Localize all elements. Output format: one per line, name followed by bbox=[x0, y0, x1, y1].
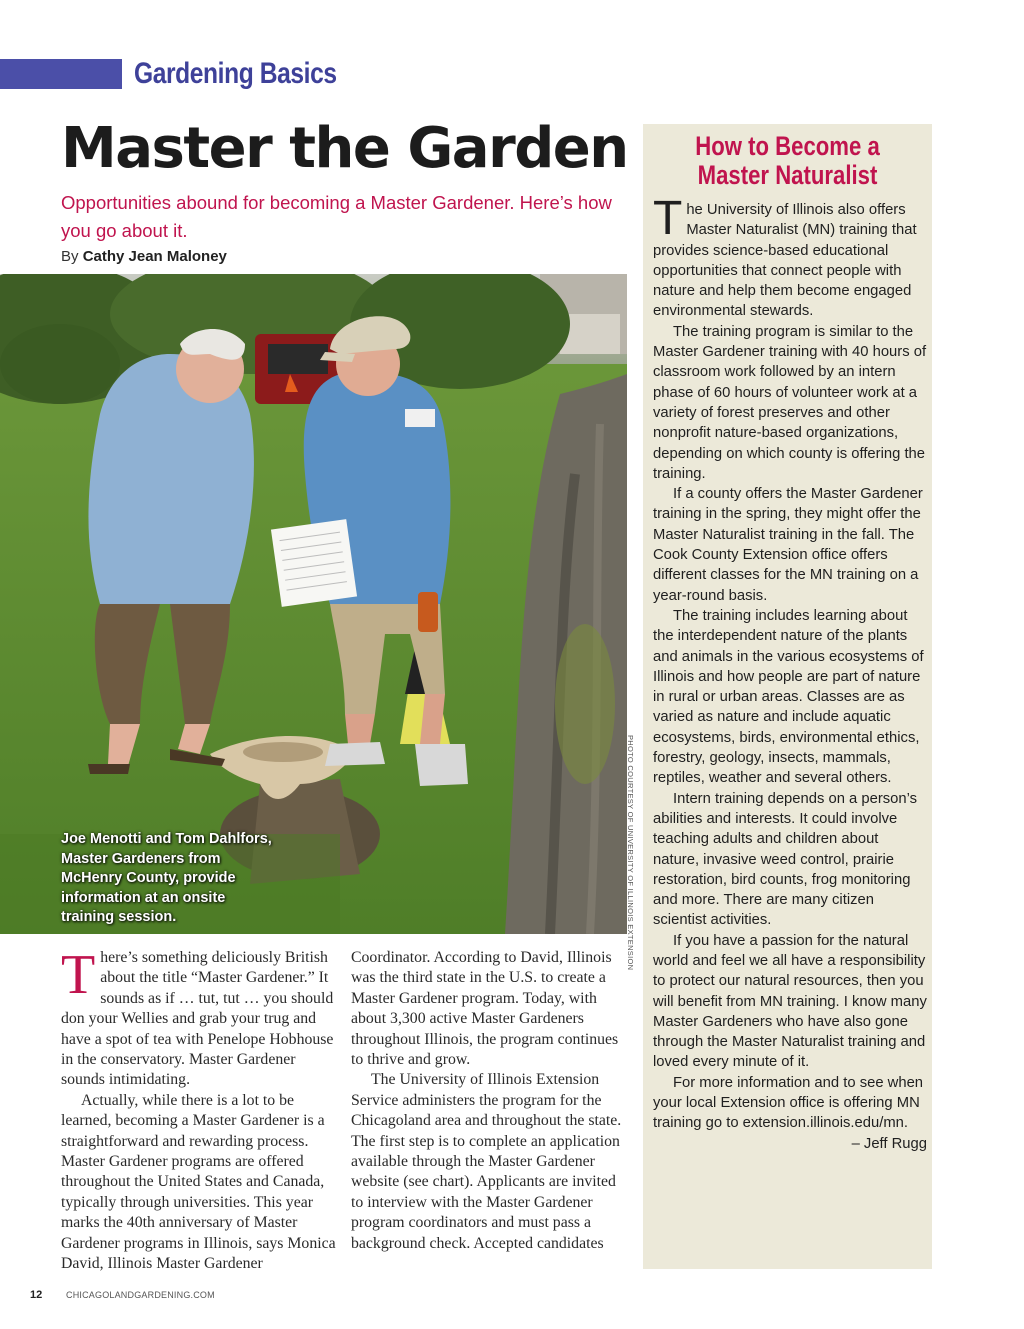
sidebar-drop-cap: T bbox=[653, 192, 683, 245]
author-name: Cathy Jean Maloney bbox=[82, 248, 227, 265]
page-number: 12 bbox=[30, 1289, 43, 1301]
drop-cap: T bbox=[61, 944, 96, 1006]
sidebar-body bbox=[653, 192, 927, 1154]
sidebar-paragraph: If a county offers the Master Gardener training in the spring, they might offer the Master Naturalist training in the fall. The Cook County Extension office offers different classes for the MN training on a year-round basis. bbox=[653, 486, 923, 604]
sidebar-box bbox=[643, 124, 932, 1269]
sidebar-paragraph: The training program is similar to the Master Gardener training with 40 hours of classroom work followed by an intern phase of 60 hours of volunteer work at a variety of forest preserves and other nonprofit nature-based organizations, depending on which county is offering the training. bbox=[653, 323, 927, 482]
body-paragraph: here’s something deliciously British about the title “Master Gardener.” It sounds as if … tut, tut … you should don your Wellies and grab your trug and have a spot of tea with Penelope Hobhouse in the conservatory. Master Gardener sounds intimidating. bbox=[61, 949, 334, 1089]
sidebar-signature: – Jeff Rugg bbox=[851, 1135, 927, 1152]
photo-credit bbox=[623, 735, 639, 971]
byline-prefix: By bbox=[61, 248, 79, 265]
body-paragraph: Coordinator. According to David, Illinois was the third state in the U.S. to create a Master Gardener program. Today, with about 3,300 active Master Gardeners throughout Illinois, the program continues to thrive and grow. bbox=[351, 949, 619, 1069]
article-body-column-1 bbox=[61, 944, 341, 1275]
body-paragraph: The University of Illinois Extension Service administers the program for the Chicagoland area and throughout the state. The first step is to complete an application available through the Master Gardener website (see chart). Applicants are invited to interview with the Master Gardener program coordinators and must pass a background check. Accepted candidates bbox=[351, 1071, 622, 1252]
sidebar-heading: How to Become a Master Naturalist bbox=[695, 131, 880, 190]
sidebar-paragraph: The training includes learning about the interdependent nature of the plants and animals in the various ecosystems of Illinois and how people are part of nature in rural or urban areas. Classes are as varied as nature and include aquatic ecosystems, birds, environmental ethics, forestry, geology, insects, mammals, reptiles, weather and several others. bbox=[653, 607, 924, 787]
section-bar bbox=[0, 59, 122, 89]
sidebar-paragraph: If you have a passion for the natural world and feel we all have a responsibility to protect our natural resources, then you will benefit from MN training. I know many Master Gardeners who have also gone through the Master Naturalist training and loved every minute of it. bbox=[653, 932, 927, 1071]
article-subtitle: Opportunities abound for becoming a Master Gardener. Here’s how you go about it. bbox=[61, 192, 612, 241]
footer-site: CHICAGOLANDGARDENING.COM bbox=[66, 1290, 215, 1300]
byline bbox=[61, 248, 227, 265]
photo-caption: Joe Menotti and Tom Dahlfors, Master Gardeners from McHenry County, provide information at an onsite training session. bbox=[61, 831, 272, 925]
article-title: Master the Garden bbox=[61, 116, 628, 181]
sidebar-paragraph: Intern training depends on a person’s abilities and interests. It could involve teaching adults and children about nature, invasive weed control, prairie restoration, bird counts, frog monitoring and more. There are many citizen scientist activities. bbox=[653, 790, 918, 929]
section-label: Gardening Basics bbox=[134, 57, 337, 90]
sidebar-paragraph: he University of Illinois also offers Master Naturalist (MN) training that provides science-based educational opportunities that connect people with nature and help them become engaged environmental stewards. bbox=[653, 202, 917, 320]
sidebar-paragraph: For more information and to see when your local Extension office is offering MN training go to extension.illinois.edu/mn. bbox=[653, 1074, 924, 1132]
photo-credit-text: PHOTO COURTESY OF UNIVERSITY OF ILLINOIS EXTENSION bbox=[626, 735, 635, 971]
article-body-column-2 bbox=[351, 948, 631, 1254]
body-paragraph: Actually, while there is a lot to be learned, becoming a Master Gardener is a straightforward and rewarding process. Master Gardener programs are offered throughout the United States and Canada, typically through universities. This year marks the 40th anniversary of Master Gardener programs in Illinois, says Monica David, Illinois Master Gardener bbox=[61, 1091, 336, 1273]
